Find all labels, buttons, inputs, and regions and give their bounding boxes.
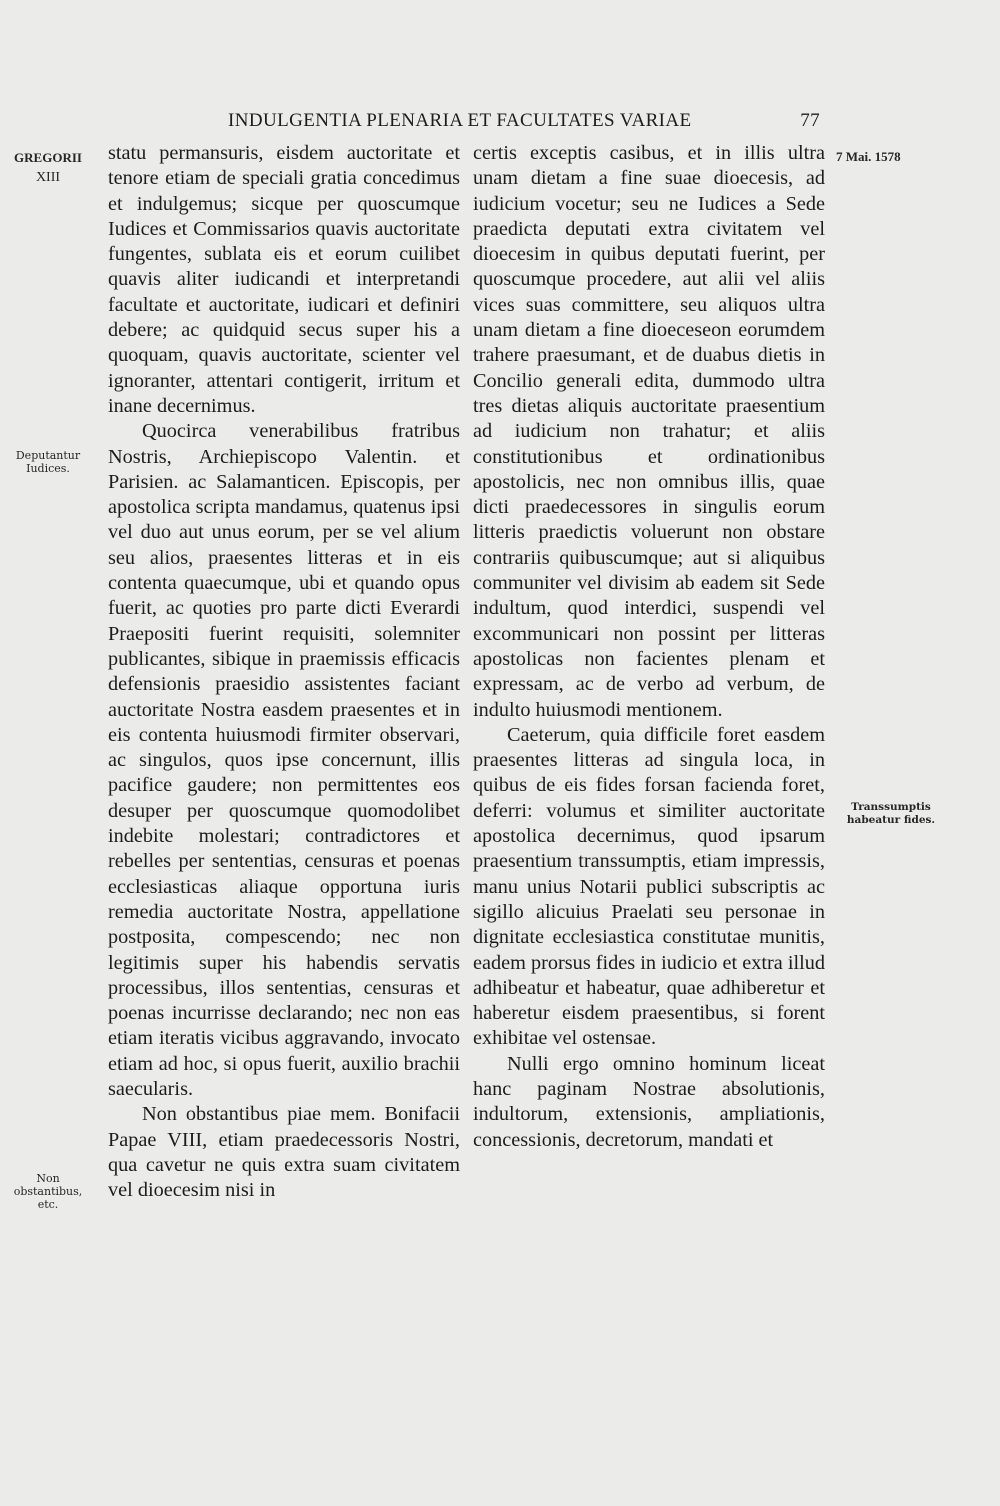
right-paragraph-3: Nulli ergo omnino hominum liceat hanc paginam Nostrae absolutionis, indultorum, extensionis, ampliationis, concessionis, decretorum, mandati et [473,1052,825,1151]
right-paragraph-2: Caeterum, quia difficile foret easdem praesentes litteras ad singula loca, in quibus de eis fides forsan facienda foret, deferri: volumus et similiter auctoritate apostolica decernimus, quod ipsarum praesentium transsumptis, etiam impressis, manu unius Notarii publici subscriptis ac sigillo alicuius Praelati seu personae in dignitate ecclesiastica constitutae munitis, eadem prorsus fides in iudicio et extra illud adhibeatur et habeatur, quae adhiberetur et haberetur eisdem praesentibus, si forent exhibitae vel ostensae. [473,723,826,1050]
margin-pontifex-name: GREGORII [14,150,82,165]
running-title: INDULGENTIA PLENARIA ET FACULTATES VARIAE [228,110,692,131]
margin-note-transsumptis: Transsumptis habeatur fides. [846,801,936,826]
margin-pontifex-number: XIII [35,170,61,185]
right-column [473,141,825,1153]
running-header [228,110,820,134]
margin-date: 7 Mai. 1578 [836,149,901,164]
right-paragraph-1: certis exceptis casibus, et in illis ultra unam dietam a fine suae dioecesis, ad iudicium vocetur; seu ne Iudices a Sede praedicta deputati extra civitatem vel dioecesim in quibus deputati fuerint, per quoscumque procedere, aut alii vel aliis vices suas committere, seu aliquos ultra unam dietam a fine dioeceseon eorumdem trahere praesumant, et de duabus dietis in Concilio generali edita, dummodo ultra tres dietas aliquis auctoritate praesentium ad iudicium non trahatur; et aliis constitutionibus et ordinationibus apostolicis, nec non omnibus illis, quae dicti praedecessores in singulis eorum litteris praedictis voluerunt non obstare contrariis quibuscumque; aut si aliquibus communiter vel divisim ab eadem sit Sede indultum, quod interdici, suspendi vel excommunicari non possint per litteras apostolicas non facientes plenam et expressam, ac de verbo ad verbum, de indulto huiusmodi mentionem. [473,142,825,721]
left-column [108,141,460,1203]
margin-note-non-obstantibus: Non obstantibus, etc. [13,1172,83,1211]
margin-note-deputantur: Deputantur Iudices. [15,449,81,475]
page-number: 77 [800,110,820,131]
left-paragraph-2: Quocirca venerabilibus fratribus Nostris, Archiepiscopo Valentin. et Parisien. ac Salamanticen. Episcopis, per apostolica scripta mandamus, quatenus ipsi vel duo aut unus eorum, per se vel alium seu alios, praesentes litteras et in eis contenta quaecumque, ubi et quando opus fuerit, ac quoties pro parte dicti Everardi Praepositi fuerint requisiti, solemniter publicantes, sibique in praemissis efficacis defensionis praesidio assistentes faciant auctoritate Nostra easdem praesentes et in eis contenta huiusmodi firmiter observari, ac singulos, quos ipse concernunt, illis pacifice gaudere; non permittentes eos desuper per quoscumque quomodolibet indebite molestari; contradictores et rebelles per sententias, censuras et poenas ecclesiasticas aliaque opportuna iuris remedia auctoritate Nostra, appellatione postposita, compescendo; nec non legitimis super his habendis servatis processibus, illos sententias, censuras et poenas incurrisse declarando; nec non eas etiam iteratis vicibus aggravando, invocato etiam ad hoc, si opus fuerit, auxilio brachii saecularis. [108,420,460,1100]
margin-pontifex [4,148,92,188]
left-paragraph-3: Non obstantibus piae mem. Bonifacii Papae VIII, etiam praedecessoris Nostri, qua cavetur ne quis extra suam civitatem vel dioecesim nisi in [108,1103,460,1202]
left-paragraph-1: statu permansuris, eisdem auctoritate et tenore etiam de speciali gratia concedimus et indulgemus; sicque per quoscumque Iudices et Commissarios quavis auctoritate fungentes, sublata eis et eorum cuilibet quavis aliter iudicandi et interpretandi facultate et auctoritate, iudicari et definiri debere; ac quidquid secus super his a quoquam, quavis auctoritate, scienter vel ignoranter, attentari contigerit, irritum et inane decernimus. [108,142,460,417]
